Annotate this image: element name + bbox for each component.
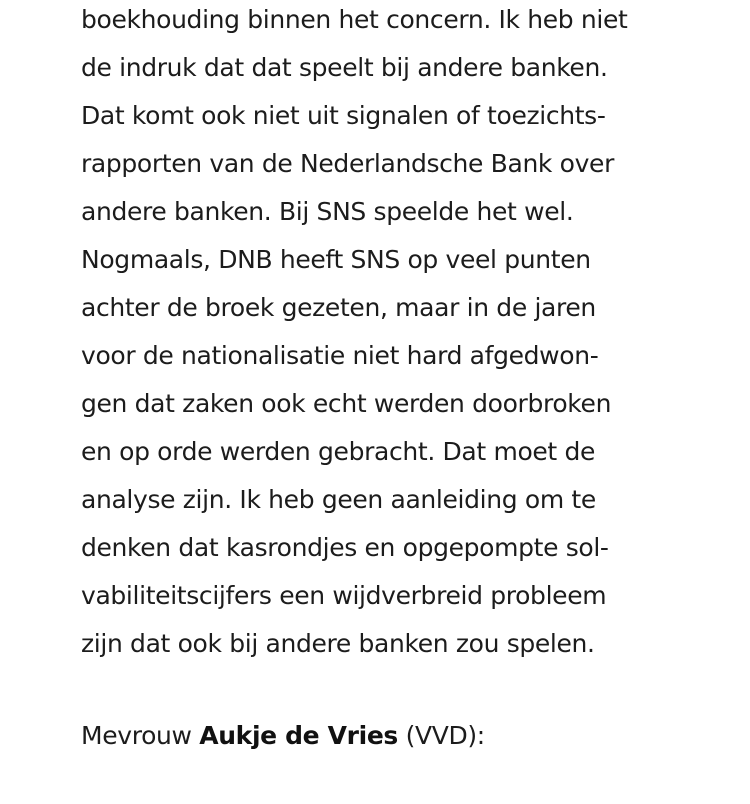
paragraph-line: de indruk dat dat speelt bij andere banken. [81,53,608,82]
paragraph-line: zijn dat ook bij andere banken zou spelen. [81,629,595,658]
paragraph-line: rapporten van de Nederlandsche Bank over [81,149,615,178]
paragraph-line: vabiliteitscijfers een wijdverbreid probleem [81,581,607,610]
cut-off-text-line [81,790,641,804]
paragraph-line: Dat komt ook niet uit signalen of toezichts- [81,101,606,130]
paragraph-line: achter de broek gezeten, maar in de jaren [81,293,596,322]
speaker-prefix: Mevrouw [81,721,200,750]
speech-paragraph [81,0,721,668]
paragraph-line: en op orde werden gebracht. Dat moet de [81,437,596,466]
paragraph-line: voor de nationalisatie niet hard afgedwon- [81,341,599,370]
paragraph-line: analyse zijn. Ik heb geen aanleiding om te [81,485,596,514]
paragraph-line: denken dat kasrondjes en opgepompte sol- [81,533,609,562]
speaker-party: (VVD): [397,721,485,750]
paragraph-line: gen dat zaken ook echt werden doorbroken [81,389,612,418]
paragraph-line: andere banken. Bij SNS speelde het wel. [81,197,574,226]
speaker-heading [81,712,485,760]
speaker-name: Aukje de Vries [199,721,398,750]
paragraph-line: Nogmaals, DNB heeft SNS op veel punten [81,245,591,274]
paragraph-line: boekhouding binnen het concern. Ik heb niet [81,5,628,34]
